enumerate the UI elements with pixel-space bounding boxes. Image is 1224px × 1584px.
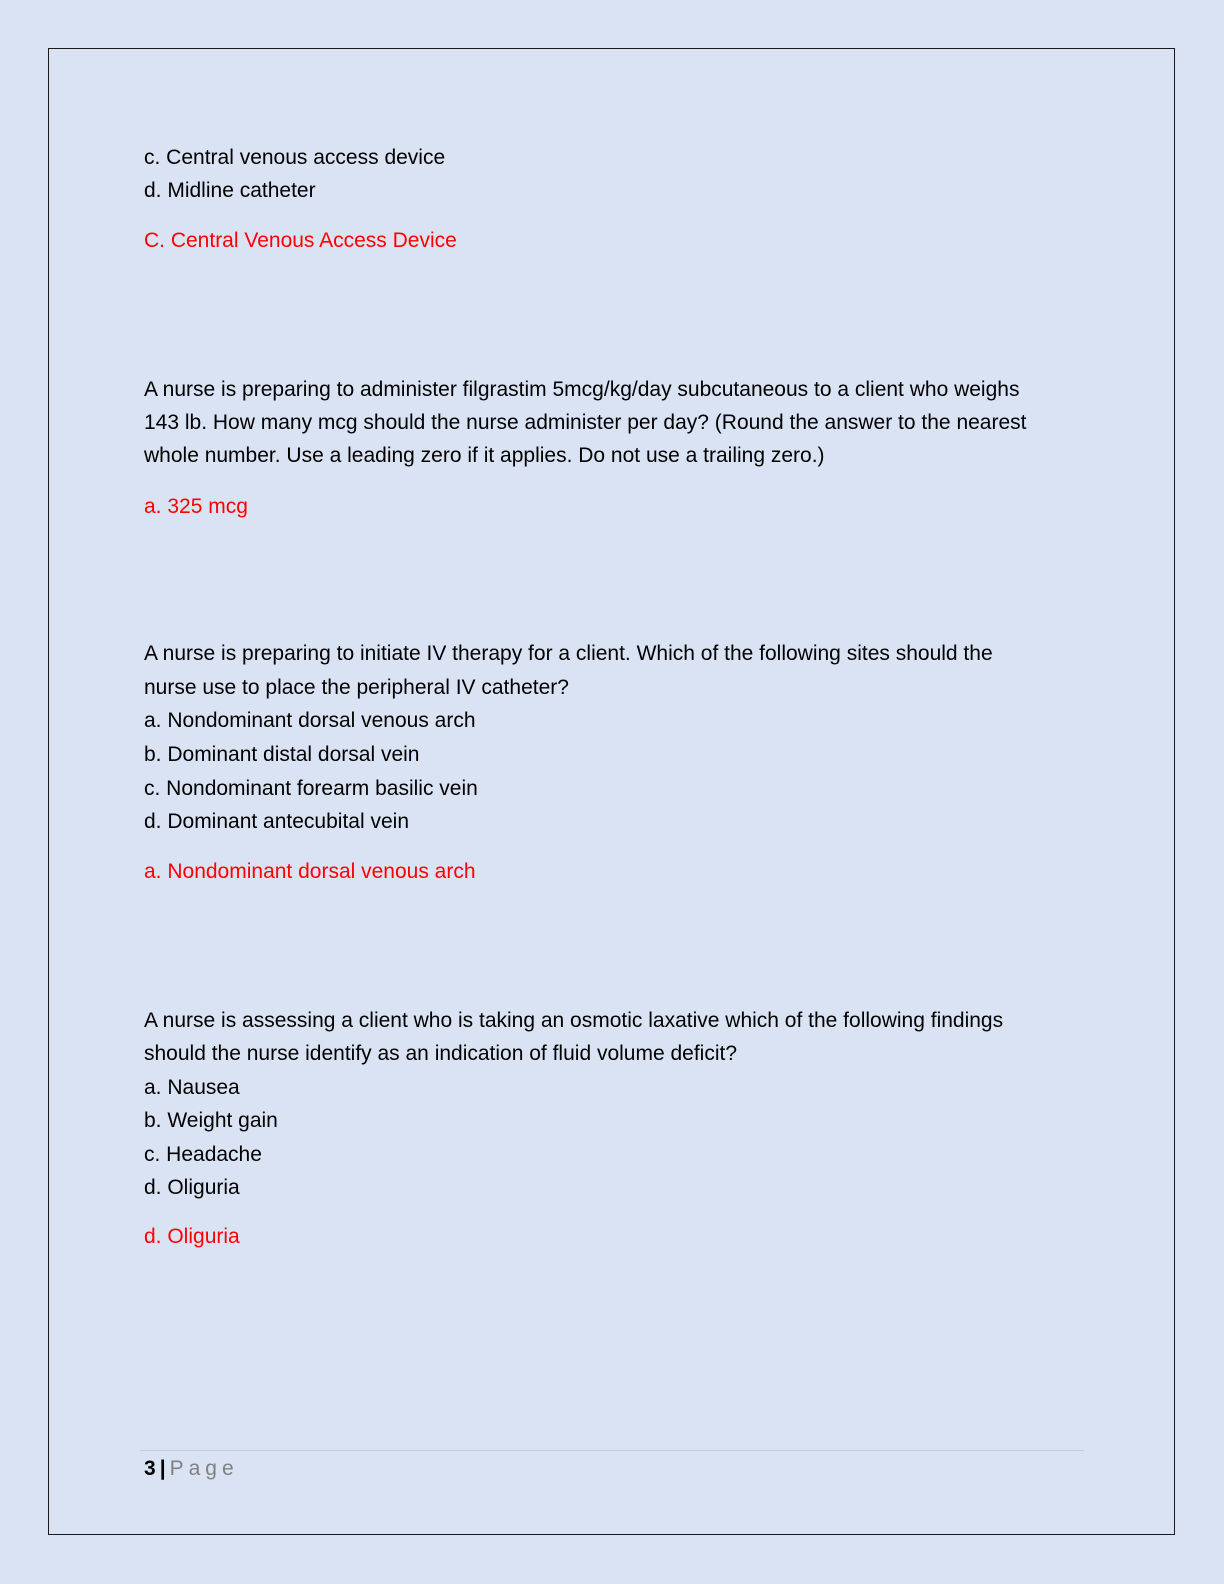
q4-option-c: c. Headache (144, 1143, 262, 1166)
q4-question-line-1: A nurse is assessing a client who is taking an osmotic laxative which of the following findings (144, 1009, 1004, 1032)
q4-option-a: a. Nausea (144, 1076, 240, 1099)
q1-answer: C. Central Venous Access Device (144, 229, 457, 252)
q3-option-b: b. Dominant distal dorsal vein (144, 743, 420, 766)
q3-option-d: d. Dominant antecubital vein (144, 810, 409, 833)
q3-question-line-1: A nurse is preparing to initiate IV therapy for a client. Which of the following sites should the (144, 642, 993, 665)
q4-option-d: d. Oliguria (144, 1176, 240, 1199)
q2-question-line-1: A nurse is preparing to administer filgrastim 5mcg/kg/day subcutaneous to a client who weighs (144, 378, 1020, 401)
q1-option-d: d. Midline catheter (144, 179, 316, 202)
q3-option-a: a. Nondominant dorsal venous arch (144, 709, 476, 732)
q4-answer: d. Oliguria (144, 1225, 240, 1248)
page-number: 3 (144, 1457, 156, 1480)
footer-divider (140, 1450, 1084, 1451)
page-label: Page (169, 1457, 239, 1480)
page-footer (144, 1452, 239, 1486)
q2-question-line-2: 143 lb. How many mcg should the nurse administer per day? (Round the answer to the nearest (144, 411, 1027, 434)
q1-option-c: c. Central venous access device (144, 146, 446, 169)
footer-separator: | (159, 1457, 166, 1480)
q3-option-c: c. Nondominant forearm basilic vein (144, 777, 478, 800)
q4-question-line-2: should the nurse identify as an indication of fluid volume deficit? (144, 1042, 738, 1065)
q2-question-line-3: whole number. Use a leading zero if it applies. Do not use a trailing zero.) (144, 444, 825, 467)
q2-answer: a. 325 mcg (144, 495, 248, 518)
q3-answer: a. Nondominant dorsal venous arch (144, 860, 476, 883)
q4-option-b: b. Weight gain (144, 1109, 278, 1132)
q3-question-line-2: nurse use to place the peripheral IV catheter? (144, 676, 569, 699)
